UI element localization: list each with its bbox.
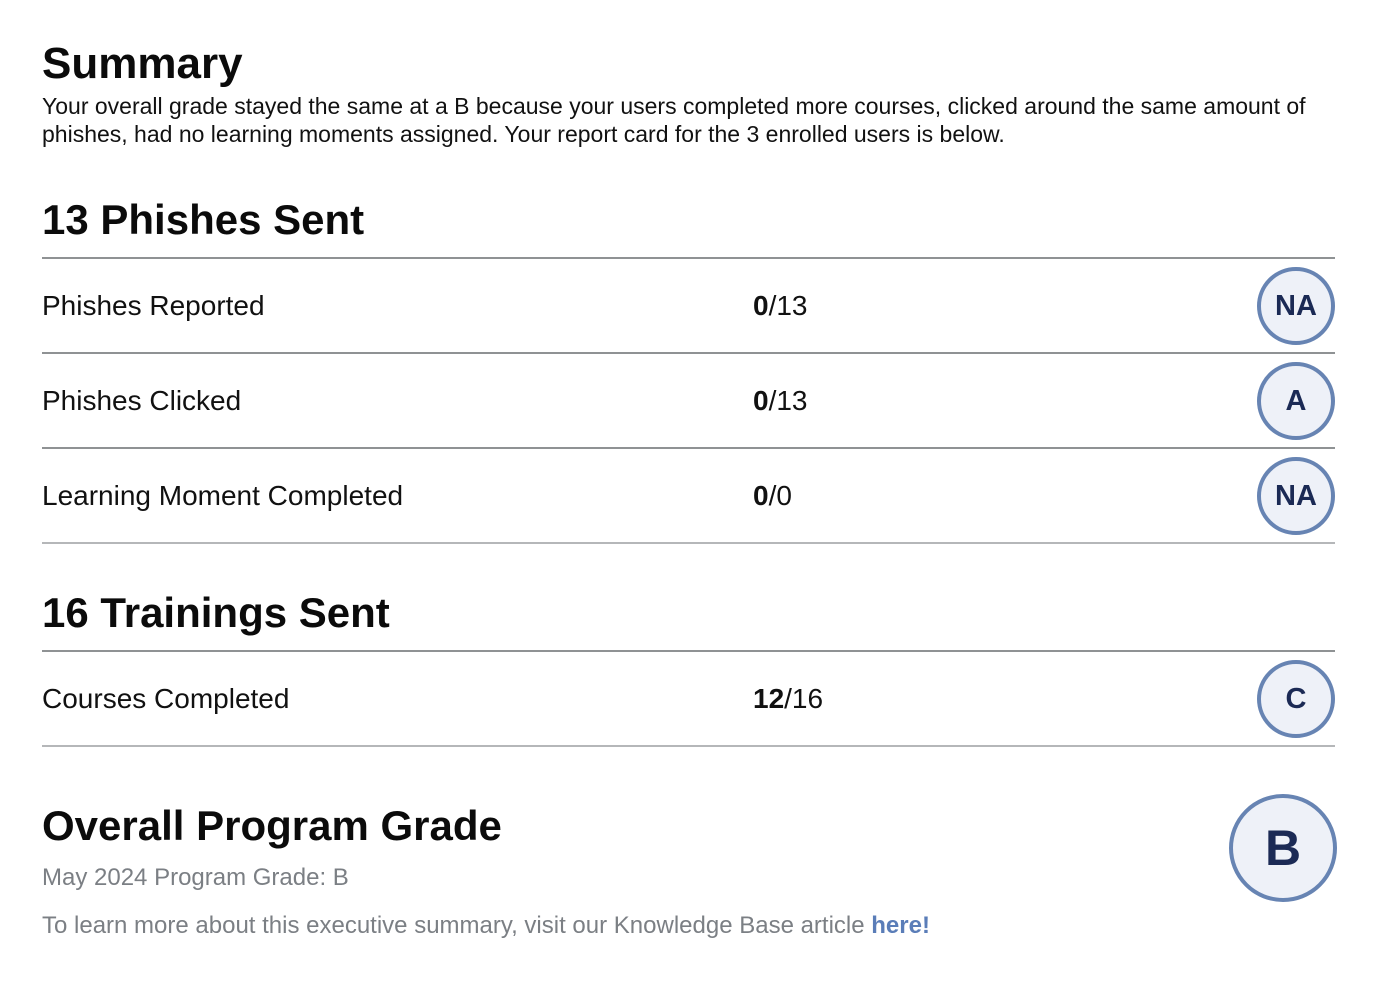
overall-grade-title: Overall Program Grade: [42, 802, 502, 849]
row-value: [753, 354, 808, 447]
table-row-learning-moment: [42, 449, 1335, 544]
trainings-table: [42, 650, 1335, 747]
table-row-phishes-clicked: [42, 354, 1335, 449]
trainings-section-title: 16 Trainings Sent: [42, 589, 390, 636]
row-value-total: /16: [784, 683, 824, 714]
row-value-total: /0: [768, 480, 792, 511]
row-label: Learning Moment Completed: [42, 480, 404, 511]
row-value-count: 0: [753, 480, 769, 511]
row-value-count: 0: [753, 290, 769, 321]
summary-title: Summary: [42, 39, 243, 88]
grade-badge: A: [1257, 362, 1335, 440]
row-value: [753, 652, 823, 745]
row-value: [753, 449, 792, 542]
knowledge-base-text: To learn more about this executive summary, visit our Knowledge Base article: [42, 912, 872, 939]
summary-text: Your overall grade stayed the same at a B because your users completed more courses, clicked around the same amount of phishes, had no learning moments assigned. Your report card for the 3 enrolled users is below.: [42, 93, 1306, 147]
overall-grade-badge: B: [1229, 794, 1337, 902]
knowledge-base-note: [42, 910, 930, 942]
row-value: [753, 259, 808, 352]
table-row-courses-completed: [42, 652, 1335, 747]
phishes-table: [42, 257, 1335, 544]
grade-badge: NA: [1257, 267, 1335, 345]
row-value-count: 12: [753, 683, 785, 714]
row-label: Phishes Clicked: [42, 385, 242, 416]
row-value-total: /13: [768, 385, 808, 416]
knowledge-base-link[interactable]: here!: [871, 912, 930, 939]
row-label: Courses Completed: [42, 683, 290, 714]
grade-badge: NA: [1257, 457, 1335, 535]
row-value-total: /13: [768, 290, 808, 321]
table-row-phishes-reported: [42, 259, 1335, 354]
grade-badge: C: [1257, 660, 1335, 738]
row-label: Phishes Reported: [42, 290, 265, 321]
overall-grade-subtitle: May 2024 Program Grade: B: [42, 864, 349, 891]
row-value-count: 0: [753, 385, 769, 416]
phishes-section-title: 13 Phishes Sent: [42, 196, 365, 243]
